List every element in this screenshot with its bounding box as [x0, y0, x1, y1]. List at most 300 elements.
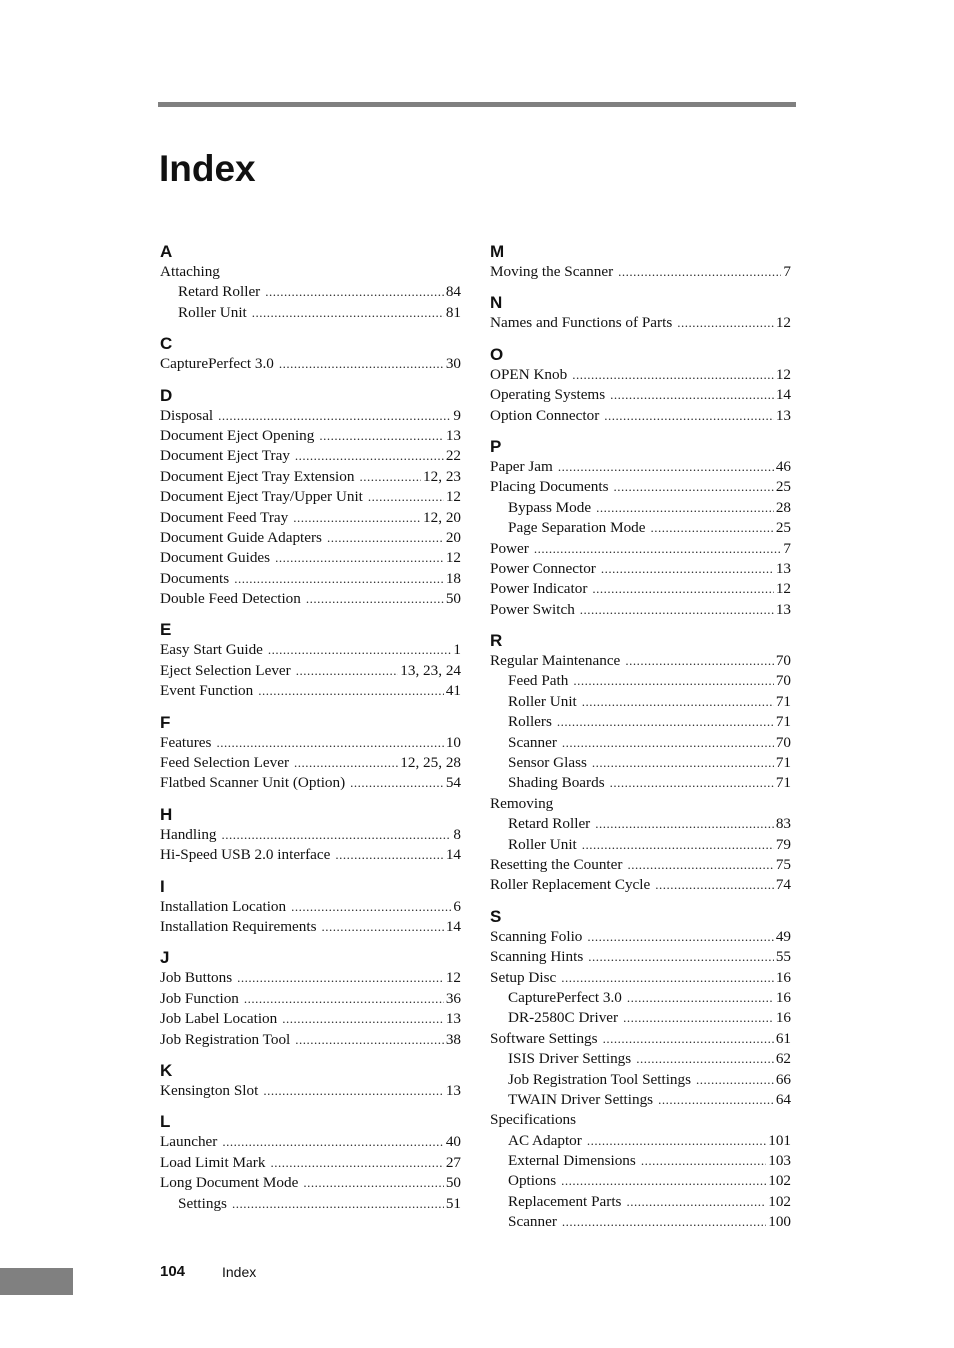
entry-pages: 49 — [775, 927, 791, 945]
index-subentry — [160, 1194, 461, 1214]
index-subentry — [490, 1151, 791, 1171]
dot-leader — [636, 1049, 774, 1069]
index-entry — [160, 548, 461, 568]
dot-leader — [534, 539, 782, 559]
entry-term: Disposal — [160, 406, 214, 424]
index-entry — [490, 651, 791, 671]
index-entry — [490, 1029, 791, 1049]
entry-term: Regular Maintenance — [490, 652, 621, 670]
entry-pages: 16 — [775, 988, 791, 1006]
index-section — [160, 713, 461, 794]
section-letter: K — [160, 1060, 173, 1080]
entry-pages: 62 — [775, 1050, 791, 1068]
index-entry — [160, 753, 461, 773]
dot-leader — [587, 1131, 766, 1151]
entry-term: Job Buttons — [160, 969, 233, 987]
entry-term: Document Guides — [160, 549, 271, 567]
entry-pages: 41 — [445, 682, 461, 700]
dot-leader — [232, 1194, 444, 1214]
index-section — [490, 242, 791, 282]
index-entry — [160, 640, 461, 660]
dot-leader — [293, 508, 421, 528]
entry-pages: 71 — [775, 713, 791, 731]
index-entry — [160, 681, 461, 701]
entry-term: Specifications — [490, 1111, 577, 1129]
entry-pages: 66 — [775, 1070, 791, 1088]
entry-pages: 16 — [775, 1009, 791, 1027]
index-entry — [490, 579, 791, 599]
entry-pages: 13 — [775, 600, 791, 618]
entry-pages: 50 — [445, 590, 461, 608]
entry-term: Document Eject Tray — [160, 447, 290, 465]
index-entry — [160, 487, 461, 507]
dot-leader — [295, 1030, 444, 1050]
index-section — [490, 293, 791, 333]
section-letter: D — [160, 385, 173, 405]
page-title: Index — [159, 148, 256, 189]
index-section — [160, 877, 461, 938]
dot-leader — [557, 712, 774, 732]
dot-leader — [222, 825, 452, 845]
entry-term: CapturePerfect 3.0 — [160, 355, 274, 373]
index-section — [160, 334, 461, 374]
dot-leader — [623, 1008, 774, 1028]
section-letter: P — [490, 436, 502, 456]
entry-term: Sensor Glass — [508, 754, 587, 772]
entry-pages: 81 — [445, 303, 461, 321]
entry-pages: 64 — [775, 1090, 791, 1108]
section-letter: N — [490, 293, 503, 313]
index-entry — [490, 875, 791, 895]
entry-term: Operating Systems — [490, 386, 606, 404]
index-subentry — [490, 518, 791, 538]
entry-term: Scanner — [508, 1213, 557, 1231]
index-subentry — [490, 733, 791, 753]
entry-term: Scanner — [508, 733, 557, 751]
entry-term: DR-2580C Driver — [508, 1009, 619, 1027]
dot-leader — [655, 875, 774, 895]
dot-leader — [279, 354, 444, 374]
dot-leader — [610, 385, 774, 405]
index-entry — [490, 855, 791, 875]
index-entry — [160, 733, 461, 753]
section-letter: F — [160, 712, 171, 732]
entry-pages: 12 — [445, 969, 461, 987]
index-entry — [160, 508, 461, 528]
dot-leader — [677, 313, 774, 333]
index-entry — [160, 569, 461, 589]
section-letter: A — [160, 242, 173, 261]
entry-term: Resetting the Counter — [490, 855, 623, 873]
entry-term: Feed Path — [508, 672, 569, 690]
entry-pages: 7 — [783, 539, 791, 557]
entry-term: OPEN Knob — [490, 365, 568, 383]
index-subentry — [490, 814, 791, 834]
entry-term: Rollers — [508, 713, 552, 731]
dot-leader — [218, 406, 451, 426]
section-letter: I — [160, 876, 165, 896]
dot-leader — [321, 917, 443, 937]
entry-pages: 74 — [775, 876, 791, 894]
index-entry — [490, 406, 791, 426]
entry-pages: 46 — [775, 457, 791, 475]
footer-label: Index — [222, 1264, 257, 1280]
entry-pages: 9 — [453, 406, 461, 424]
entry-term: CapturePerfect 3.0 — [508, 988, 622, 1006]
entry-pages: 13 — [775, 559, 791, 577]
entry-term: Page Separation Mode — [508, 519, 646, 537]
index-subentry — [490, 835, 791, 855]
entry-term: Document Eject Tray/Upper Unit — [160, 488, 363, 506]
dot-leader — [604, 406, 774, 426]
index-subentry — [490, 1192, 791, 1212]
entry-pages: 13 — [445, 1081, 461, 1099]
entry-pages: 16 — [775, 968, 791, 986]
dot-leader — [327, 528, 444, 548]
entry-term: Double Feed Detection — [160, 590, 301, 608]
entry-term: Removing — [490, 794, 554, 812]
entry-pages: 7 — [783, 263, 791, 280]
index-entry — [160, 1153, 461, 1173]
entry-term: Retard Roller — [508, 815, 591, 833]
section-letter: R — [490, 631, 503, 651]
index-entry — [160, 825, 461, 845]
entry-term: Moving the Scanner — [490, 263, 614, 280]
entry-term: AC Adaptor — [508, 1131, 582, 1149]
index-entry — [160, 426, 461, 446]
index-entry — [490, 457, 791, 477]
entry-pages: 8 — [453, 825, 461, 843]
dot-leader — [592, 753, 774, 773]
index-entry — [160, 528, 461, 548]
index-entry — [490, 794, 791, 814]
dot-leader — [244, 989, 444, 1009]
entry-term: Replacement Parts — [508, 1192, 622, 1210]
entry-term: Job Label Location — [160, 1010, 278, 1028]
entry-pages: 12, 25, 28 — [400, 754, 461, 772]
entry-term: Installation Location — [160, 897, 287, 915]
section-letter: L — [160, 1112, 171, 1132]
dot-leader — [595, 814, 774, 834]
index-entry — [160, 989, 461, 1009]
index-section — [160, 805, 461, 866]
entry-term: Roller Replacement Cycle — [490, 876, 651, 894]
index-subentry — [490, 1212, 791, 1232]
index-entry — [160, 897, 461, 917]
entry-term: Job Function — [160, 989, 239, 1007]
dot-leader — [561, 1171, 766, 1191]
dot-leader — [270, 1153, 443, 1173]
index-subentry — [490, 1049, 791, 1069]
dot-leader — [306, 589, 444, 609]
index-subentry — [490, 1070, 791, 1090]
dot-leader — [651, 518, 774, 538]
section-letter: H — [160, 804, 173, 824]
index-section — [160, 1112, 461, 1214]
entry-term: Document Eject Opening — [160, 426, 315, 444]
dot-leader — [282, 1009, 444, 1029]
entry-pages: 12 — [445, 488, 461, 506]
index-entry — [160, 354, 461, 374]
entry-pages: 13, 23, 24 — [400, 661, 461, 679]
index-subentry — [160, 282, 461, 302]
index-entry — [160, 1009, 461, 1029]
entry-pages: 13 — [775, 406, 791, 424]
index-entry — [490, 262, 791, 282]
entry-term: Software Settings — [490, 1029, 598, 1047]
index-entry — [490, 927, 791, 947]
entry-term: Roller Unit — [508, 692, 577, 710]
entry-term: Power Connector — [490, 559, 596, 577]
dot-leader — [350, 773, 444, 793]
entry-term: Shading Boards — [508, 774, 605, 792]
index-entry — [490, 313, 791, 333]
index-entry — [160, 968, 461, 988]
index-subentry — [490, 712, 791, 732]
entry-pages: 30 — [445, 355, 461, 373]
entry-term: Handling — [160, 825, 217, 843]
entry-term: Launcher — [160, 1133, 218, 1151]
entry-pages: 61 — [775, 1029, 791, 1047]
entry-pages: 40 — [445, 1133, 461, 1151]
dot-leader — [237, 968, 444, 988]
index-section — [490, 437, 791, 620]
index-subentry — [490, 753, 791, 773]
entry-pages: 28 — [775, 498, 791, 516]
footer-tab — [0, 1268, 73, 1295]
entry-pages: 25 — [775, 478, 791, 496]
dot-leader — [627, 855, 773, 875]
dot-leader — [296, 661, 399, 681]
index-entry — [160, 262, 461, 282]
entry-pages: 70 — [775, 652, 791, 670]
index-entry — [160, 845, 461, 865]
entry-pages: 50 — [445, 1174, 461, 1192]
entry-term: Bypass Mode — [508, 498, 592, 516]
entry-term: External Dimensions — [508, 1152, 636, 1170]
entry-pages: 12, 23 — [423, 467, 461, 485]
entry-pages: 70 — [775, 733, 791, 751]
entry-pages: 1 — [453, 641, 461, 659]
dot-leader — [572, 365, 774, 385]
index-section — [490, 631, 791, 896]
dot-leader — [252, 303, 444, 323]
entry-pages: 55 — [775, 948, 791, 966]
dot-leader — [368, 487, 444, 507]
entry-term: Features — [160, 733, 212, 751]
index-entry — [490, 1110, 791, 1130]
index-entry — [160, 467, 461, 487]
index-entry — [160, 406, 461, 426]
entry-pages: 71 — [775, 692, 791, 710]
entry-term: Names and Functions of Parts — [490, 314, 673, 332]
dot-leader — [626, 1192, 766, 1212]
entry-term: Installation Requirements — [160, 917, 317, 935]
dot-leader — [303, 1173, 443, 1193]
index-entry — [160, 589, 461, 609]
entry-term: Options — [508, 1172, 557, 1190]
index-entry — [490, 968, 791, 988]
dot-leader — [582, 835, 774, 855]
dot-leader — [641, 1151, 766, 1171]
dot-leader — [295, 446, 444, 466]
top-rule — [158, 102, 796, 107]
entry-term: Scanning Hints — [490, 948, 584, 966]
entry-pages: 54 — [445, 774, 461, 792]
index-section — [490, 345, 791, 426]
entry-term: Document Feed Tray — [160, 508, 289, 526]
dot-leader — [275, 548, 444, 568]
entry-pages: 102 — [768, 1172, 791, 1190]
entry-term: Eject Selection Lever — [160, 661, 291, 679]
index-section — [160, 386, 461, 610]
entry-term: Job Registration Tool — [160, 1030, 291, 1048]
entry-pages: 12, 20 — [423, 508, 461, 526]
entry-term: Easy Start Guide — [160, 641, 263, 659]
index-subentry — [490, 1171, 791, 1191]
dot-leader — [627, 988, 774, 1008]
entry-term: Job Registration Tool Settings — [508, 1070, 692, 1088]
index-entry — [160, 1081, 461, 1101]
entry-pages: 36 — [445, 989, 461, 1007]
index-section — [160, 242, 461, 323]
entry-pages: 13 — [445, 426, 461, 444]
entry-term: Setup Disc — [490, 968, 557, 986]
entry-pages: 25 — [775, 519, 791, 537]
index-column-right — [490, 242, 791, 1233]
entry-pages: 6 — [453, 897, 461, 915]
entry-term: Load Limit Mark — [160, 1153, 266, 1171]
index-column-left — [160, 242, 461, 1214]
entry-term: Retard Roller — [178, 283, 261, 301]
index-subentry — [490, 988, 791, 1008]
entry-term: Flatbed Scanner Unit (Option) — [160, 774, 346, 792]
entry-term: Hi-Speed USB 2.0 interface — [160, 846, 331, 864]
entry-pages: 71 — [775, 774, 791, 792]
entry-term: Feed Selection Lever — [160, 754, 290, 772]
dot-leader — [580, 600, 774, 620]
entry-term: Power — [490, 539, 529, 557]
index-entry — [490, 600, 791, 620]
entry-pages: 38 — [445, 1030, 461, 1048]
index-section — [160, 620, 461, 701]
dot-leader — [291, 897, 451, 917]
dot-leader — [603, 1029, 774, 1049]
entry-term: Attaching — [160, 263, 220, 280]
index-subentry — [490, 692, 791, 712]
dot-leader — [625, 651, 774, 671]
entry-pages: 13 — [445, 1010, 461, 1028]
index-entry — [490, 539, 791, 559]
dot-leader — [263, 1081, 444, 1101]
dot-leader — [265, 282, 444, 302]
index-entry — [160, 1030, 461, 1050]
dot-leader — [319, 426, 443, 446]
dot-leader — [658, 1090, 774, 1110]
entry-pages: 79 — [775, 835, 791, 853]
dot-leader — [335, 845, 443, 865]
index-subentry — [490, 1090, 791, 1110]
entry-pages: 18 — [445, 569, 461, 587]
index-subentry — [490, 1008, 791, 1028]
dot-leader — [561, 968, 774, 988]
dot-leader — [614, 477, 774, 497]
entry-term: TWAIN Driver Settings — [508, 1090, 654, 1108]
entry-pages: 51 — [445, 1194, 461, 1212]
section-letter: E — [160, 620, 172, 640]
index-entry — [490, 559, 791, 579]
dot-leader — [562, 733, 774, 753]
dot-leader — [592, 579, 773, 599]
dot-leader — [234, 569, 444, 589]
index-entry — [160, 773, 461, 793]
index-entry — [160, 1173, 461, 1193]
dot-leader — [359, 467, 421, 487]
entry-pages: 12 — [775, 314, 791, 332]
entry-term: Document Eject Tray Extension — [160, 467, 355, 485]
entry-pages: 103 — [768, 1152, 791, 1170]
index-entry — [490, 385, 791, 405]
index-subentry — [490, 1131, 791, 1151]
index-section — [490, 907, 791, 1233]
dot-leader — [258, 681, 444, 701]
entry-pages: 70 — [775, 672, 791, 690]
entry-term: ISIS Driver Settings — [508, 1050, 632, 1068]
entry-pages: 22 — [445, 447, 461, 465]
entry-term: Long Document Mode — [160, 1174, 299, 1192]
dot-leader — [696, 1070, 774, 1090]
entry-term: Power Indicator — [490, 580, 588, 598]
entry-pages: 75 — [775, 855, 791, 873]
section-letter: M — [490, 242, 505, 261]
entry-pages: 71 — [775, 754, 791, 772]
dot-leader — [596, 498, 774, 518]
entry-term: Document Guide Adapters — [160, 528, 322, 546]
index-entry — [160, 917, 461, 937]
section-letter: C — [160, 334, 173, 354]
section-letter: S — [490, 906, 502, 926]
entry-term: Roller Unit — [178, 303, 247, 321]
entry-term: Paper Jam — [490, 457, 553, 475]
index-subentry — [490, 498, 791, 518]
entry-pages: 102 — [768, 1192, 791, 1210]
index-entry — [160, 1132, 461, 1152]
entry-term: Documents — [160, 569, 230, 587]
section-letter: J — [160, 948, 170, 968]
dot-leader — [588, 947, 774, 967]
entry-pages: 14 — [775, 386, 791, 404]
dot-leader — [562, 1212, 766, 1232]
page-number: 104 — [160, 1263, 186, 1280]
dot-leader — [610, 773, 774, 793]
index-entry — [160, 661, 461, 681]
index-entry — [490, 365, 791, 385]
dot-leader — [582, 692, 774, 712]
entry-pages: 12 — [775, 365, 791, 383]
dot-leader — [294, 753, 398, 773]
entry-pages: 83 — [775, 815, 791, 833]
entry-pages: 14 — [445, 846, 461, 864]
dot-leader — [601, 559, 774, 579]
index-section — [160, 948, 461, 1050]
entry-term: Scanning Folio — [490, 927, 583, 945]
index-subentry — [160, 303, 461, 323]
entry-term: Placing Documents — [490, 478, 609, 496]
index-entry — [490, 477, 791, 497]
index-section — [160, 1061, 461, 1101]
entry-pages: 27 — [445, 1153, 461, 1171]
dot-leader — [573, 671, 773, 691]
